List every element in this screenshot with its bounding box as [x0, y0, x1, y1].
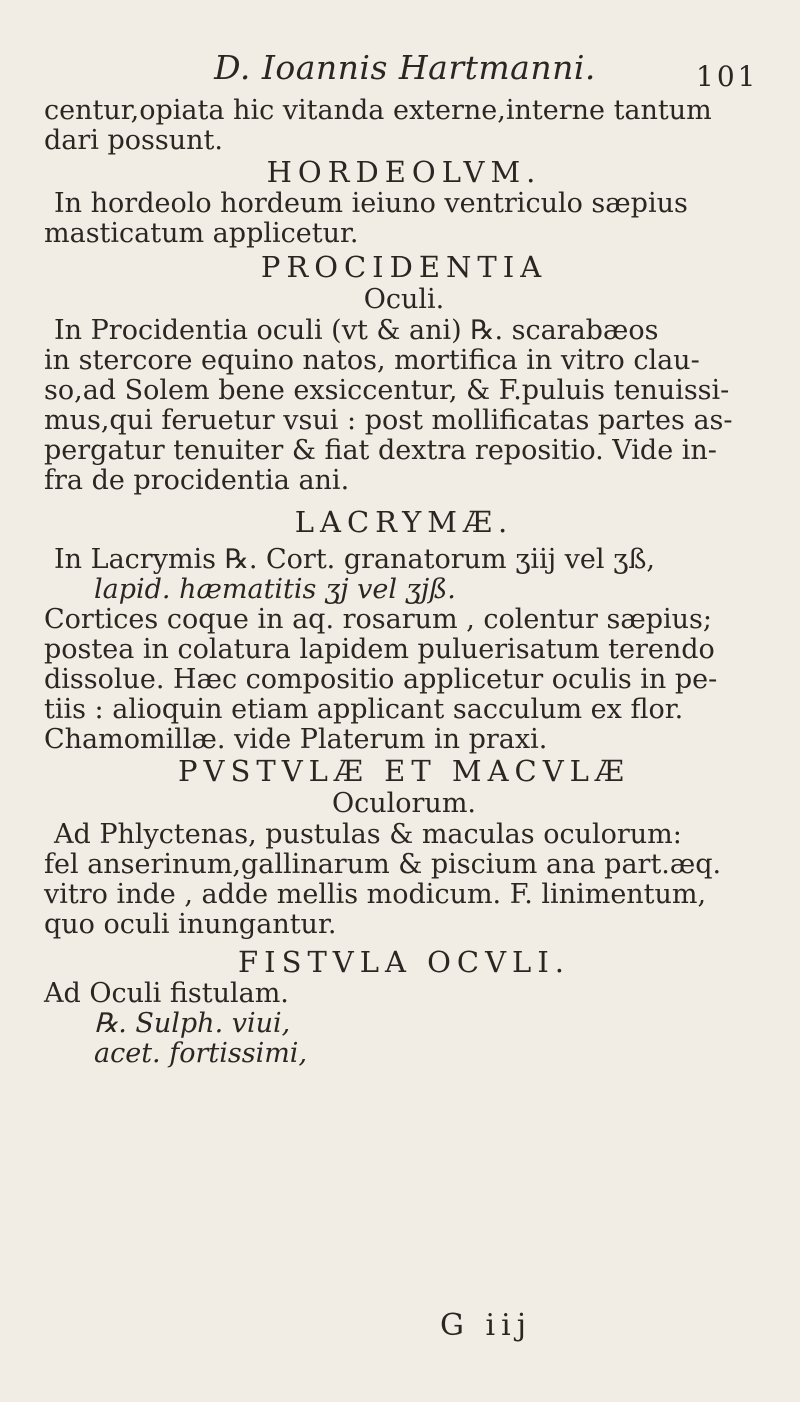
text-line: Cortices coque in aq. rosarum , colentur sæpius; — [44, 604, 712, 635]
section-subheading: Oculi. — [363, 284, 445, 315]
text-line: dissolue. Hæc compositio applicetur oculis in pe- — [44, 664, 718, 695]
signature-mark: G iij — [440, 1308, 532, 1343]
section-subheading: Oculorum. — [331, 788, 477, 819]
text-line: postea in colatura lapidem puluerisatum terendo — [44, 634, 715, 665]
text-line: tiis : alioquin etiam applicant sacculum ex flor. — [44, 694, 684, 725]
text-line: Ad Phlyctenas, pustulas & maculas oculorum: — [54, 819, 682, 850]
text-line: dari possunt. — [44, 125, 223, 156]
text-line: fra de procidentia ani. — [44, 465, 350, 496]
recipe-line: lapid. hæmatitis ʒj vel ʒjß. — [94, 574, 456, 605]
text-line: centur,opiata hic vitanda externe,interne tantum — [44, 95, 712, 126]
text-line: vitro inde , adde mellis modicum. F. linimentum, — [44, 879, 707, 910]
section-heading-hordeolum: HORDEOLVM. — [266, 155, 542, 189]
recipe-line: acet. fortissimi, — [94, 1038, 308, 1069]
page-number: 101 — [696, 60, 759, 93]
text-line: In hordeolo hordeum ieiuno ventriculo sæpius — [54, 188, 688, 219]
recipe-line: ℞. Sulph. viui, — [94, 1008, 291, 1039]
section-heading-procidentia: PROCIDENTIA — [260, 250, 548, 284]
text-line: masticatum applicetur. — [44, 218, 359, 249]
section-heading-fistula: FISTVLA OCVLI. — [238, 945, 570, 979]
recipe-line: In Lacrymis ℞. Cort. granatorum ʒiij vel ʒß, — [54, 544, 655, 575]
text-line: mus,qui feruetur vsui : post mollificatas partes as- — [44, 405, 733, 436]
text-line: In Procidentia oculi (vt & ani) ℞. scarabæos — [54, 315, 659, 346]
text-line: quo oculi inungantur. — [44, 909, 337, 940]
text-line: in stercore equino natos, mortifica in vitro clau- — [44, 345, 700, 376]
running-title: D. Ioannis Hartmanni. — [214, 48, 596, 87]
text-line: Ad Oculi fistulam. — [44, 978, 289, 1009]
page-body — [44, 96, 764, 1069]
text-line: fel anserinum,gallinarum & piscium ana part.æq. — [44, 849, 722, 880]
text-line: pergatur tenuiter & fiat dextra repositio. Vide in- — [44, 435, 717, 466]
text-line: Chamomillæ. vide Platerum in praxi. — [44, 724, 548, 755]
section-heading-pustulae: PVSTVLÆ ET MACVLÆ — [178, 754, 630, 788]
text-line: so,ad Solem bene exsiccentur, & F.puluis tenuissi- — [44, 375, 730, 406]
section-heading-lacrymae: LACRYMÆ. — [294, 505, 514, 539]
